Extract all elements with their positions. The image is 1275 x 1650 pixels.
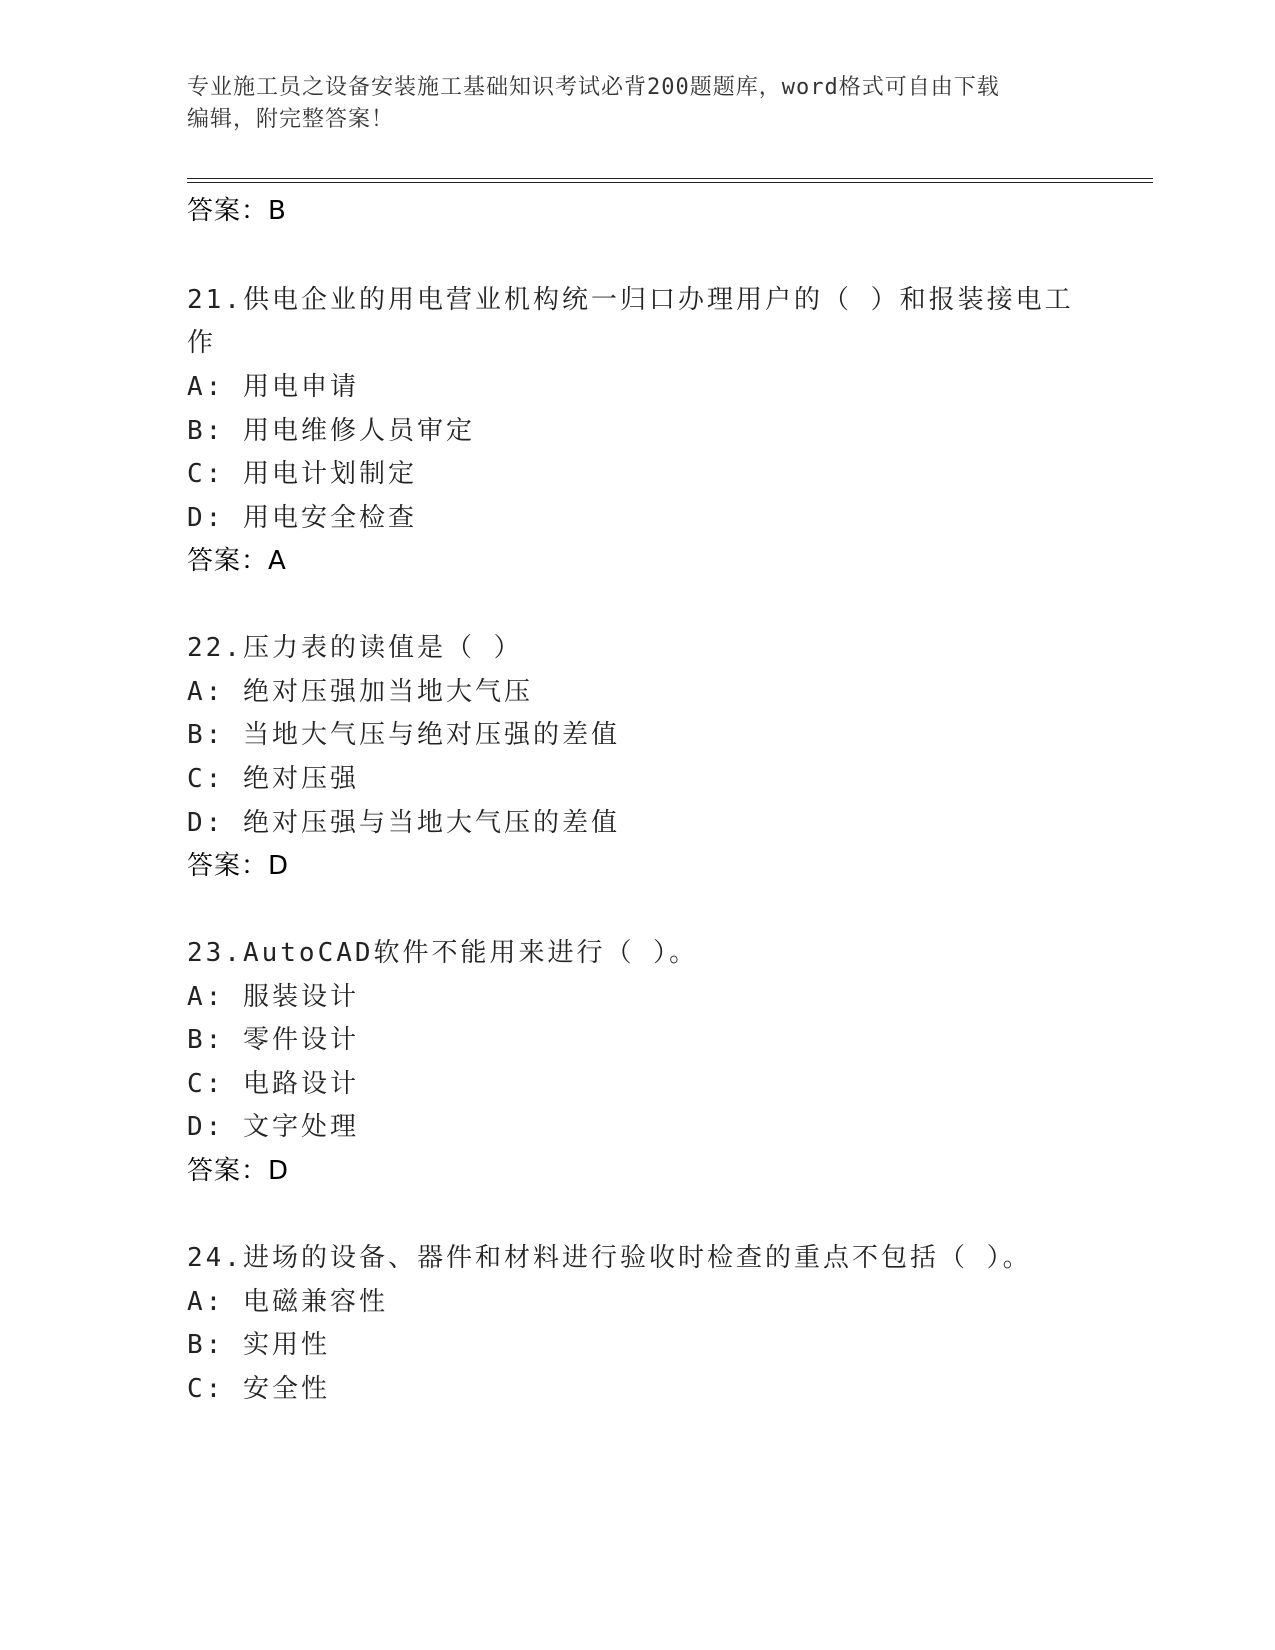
- question-23-option-c: C: 电路设计: [187, 1069, 359, 1099]
- question-24-stem: 24.进场的设备、器件和材料进行验收时检查的重点不包括（ ）。: [187, 1243, 1032, 1273]
- question-24-option-a: A: 电磁兼容性: [187, 1287, 388, 1317]
- question-22-answer: 答案：D: [187, 851, 290, 881]
- header-rule-bottom: [187, 182, 1153, 183]
- previous-answer: 答案：B: [187, 196, 287, 226]
- header-rule-top: [187, 178, 1153, 179]
- document-header: [187, 72, 1067, 136]
- question-24-option-b: B: 实用性: [187, 1330, 330, 1360]
- question-23-stem: 23.AutoCAD软件不能用来进行（ ）。: [187, 938, 699, 968]
- question-21-stem: 21.供电企业的用电营业机构统一归口办理用户的（ ）和报装接电工: [187, 285, 1074, 315]
- question-22-option-c: C: 绝对压强: [187, 764, 359, 794]
- question-22-option-b: B: 当地大气压与绝对压强的差值: [187, 720, 620, 750]
- header-line-2: 编辑，附完整答案！: [187, 107, 395, 132]
- question-23-answer: 答案：D: [187, 1156, 290, 1186]
- question-21-option-d: D: 用电安全检查: [187, 503, 417, 533]
- question-21-option-c: C: 用电计划制定: [187, 459, 417, 489]
- header-line-1: 专业施工员之设备安装施工基础知识考试必背200题题库，word格式可自由下载: [187, 75, 1000, 100]
- question-22-stem: 22.压力表的读值是（ ）: [187, 633, 523, 663]
- question-21-option-a: A: 用电申请: [187, 372, 359, 402]
- question-23-option-d: D: 文字处理: [187, 1112, 359, 1142]
- question-22-option-d: D: 绝对压强与当地大气压的差值: [187, 808, 620, 838]
- question-23-option-a: A: 服装设计: [187, 982, 359, 1012]
- question-24-option-c: C: 安全性: [187, 1374, 330, 1404]
- question-21-option-b: B: 用电维修人员审定: [187, 416, 475, 446]
- question-22-option-a: A: 绝对压强加当地大气压: [187, 677, 533, 707]
- question-23-option-b: B: 零件设计: [187, 1025, 359, 1055]
- question-21-answer: 答案：A: [187, 546, 287, 576]
- question-21-stem-cont: 作: [187, 328, 217, 358]
